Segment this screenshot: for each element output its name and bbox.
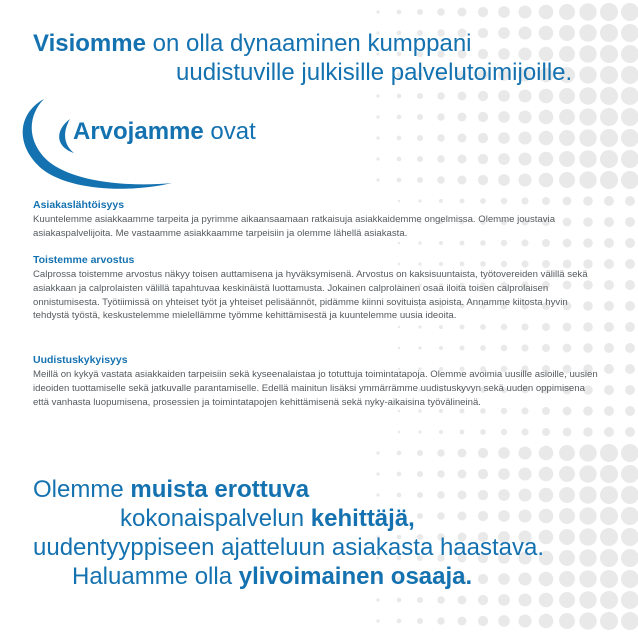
background-dot [498, 174, 510, 186]
background-dot [518, 89, 531, 102]
background-dot [437, 155, 444, 162]
background-dot [376, 136, 379, 139]
background-dot [518, 5, 531, 18]
background-dot [559, 466, 575, 482]
background-dot [600, 612, 618, 630]
background-dot [397, 619, 402, 624]
background-dot [625, 364, 635, 374]
background-dot [583, 427, 593, 437]
background-dot [625, 385, 635, 395]
background-dot [559, 4, 575, 20]
background-dot [600, 591, 618, 609]
background-dot [417, 597, 423, 603]
background-dot [478, 133, 488, 143]
background-dot [542, 428, 550, 436]
closing-line-1-light: Olemme [33, 476, 124, 503]
background-dot [579, 549, 596, 566]
background-dot [478, 490, 488, 500]
background-dot [458, 113, 467, 122]
background-dot [437, 596, 444, 603]
section-title: Uudistuskykyisyys [33, 354, 128, 366]
background-dot [518, 131, 531, 144]
background-dot [539, 488, 554, 503]
background-dot [478, 112, 488, 122]
background-dot [621, 549, 638, 567]
background-dot [604, 427, 614, 437]
background-dot [559, 508, 575, 524]
values-heading-rest: ovat [210, 118, 256, 145]
background-dot [539, 131, 554, 146]
background-dot [621, 444, 638, 462]
section-body: Calprossa toistemme arvostus näkyy toisen auttamisena ja hyväksymisenä. Arvostus on kaksisuuntaista, työtovereiden välillä sekä asiakkaan ja calprolaisten välillä tapahtuvaa keskinäistä luottamusta. Jokainen calprolainen osaa iloita toisen calprolaisen onnistumisesta. Työtiimissä on yhteiset työt ja yhteiset pelisäännöt, pidämme kiinni sovituista asioista. Annamme kiitosta hyvin tehdystä työstä, keskustelemme mielellämme työmme kehittämisestä ja kuuntelemme uusia ideoita. [33, 269, 588, 322]
background-dot [579, 570, 596, 587]
background-dot [625, 217, 635, 227]
background-dot [579, 528, 596, 545]
background-dot [579, 3, 596, 20]
background-dot [418, 346, 421, 349]
background-dot [458, 617, 467, 626]
background-dot [579, 507, 596, 524]
background-dot [417, 114, 423, 120]
background-dot [539, 173, 554, 188]
background-dot [621, 87, 638, 105]
background-dot [600, 129, 618, 147]
background-dot [579, 486, 596, 503]
closing-line-4-light: Haluamme olla [72, 563, 233, 590]
background-dot [625, 343, 635, 353]
background-dot [621, 45, 638, 63]
background-dot [600, 66, 618, 84]
background-dot [604, 343, 614, 353]
background-dot [478, 91, 488, 101]
background-dot [625, 301, 635, 311]
background-dot [559, 529, 575, 545]
vision-line-2: uudistuville julkisille palvelutoimijoille. [176, 59, 573, 86]
background-dot [480, 429, 486, 435]
background-dot [439, 346, 443, 350]
background-dot [563, 428, 572, 437]
background-dot [460, 325, 465, 330]
section-innovativeness [33, 354, 603, 409]
background-dot [498, 615, 510, 627]
background-dot [621, 3, 638, 21]
background-dot [460, 241, 465, 246]
background-dot [559, 613, 575, 629]
background-dot [498, 573, 510, 585]
background-dot [478, 448, 488, 458]
background-dot [621, 591, 638, 609]
background-dot [559, 445, 575, 461]
closing-line-2 [120, 505, 415, 533]
background-dot [600, 549, 618, 567]
background-dot [397, 115, 402, 120]
background-dot [559, 88, 575, 104]
background-dot [398, 242, 401, 245]
background-dot [439, 430, 443, 434]
background-dot [604, 280, 614, 290]
background-dot [480, 345, 486, 351]
background-dot [439, 241, 443, 245]
background-dot [579, 171, 596, 188]
background-dot [478, 574, 488, 584]
background-dot [498, 447, 510, 459]
background-dot [376, 493, 379, 496]
background-dot [418, 430, 421, 433]
background-dot [625, 259, 635, 269]
background-dot [559, 550, 575, 566]
background-dot [397, 157, 402, 162]
background-dot [542, 323, 550, 331]
background-dot [480, 240, 486, 246]
background-dot [478, 7, 488, 17]
background-dot [579, 150, 596, 167]
background-dot [579, 444, 596, 461]
section-title: Asiakaslähtöisyys [33, 199, 125, 211]
background-dot [460, 346, 465, 351]
background-dot [518, 446, 531, 459]
background-dot [579, 612, 596, 629]
background-dot [600, 3, 618, 21]
background-dot [600, 528, 618, 546]
background-dot [498, 510, 510, 522]
background-dot [518, 572, 531, 585]
background-dot [518, 467, 531, 480]
background-dot [417, 156, 423, 162]
background-dot [518, 26, 531, 39]
background-dot [518, 593, 531, 606]
background-dot [397, 598, 402, 603]
background-dot [417, 135, 423, 141]
section-mutual-respect [33, 254, 603, 323]
background-dot [498, 27, 510, 39]
background-dot [625, 280, 635, 290]
background-dot [458, 491, 467, 500]
background-dot [417, 93, 423, 99]
background-dot [498, 111, 510, 123]
background-dot [621, 66, 638, 84]
background-dot [418, 325, 421, 328]
background-dot [376, 472, 379, 475]
background-dot [376, 10, 379, 13]
background-dot [621, 129, 638, 147]
background-dot [625, 427, 635, 437]
background-dot [579, 24, 596, 41]
background-dot [418, 409, 421, 412]
background-dot [376, 451, 379, 454]
background-dot [417, 513, 423, 519]
background-dot [559, 172, 575, 188]
background-dot [417, 9, 423, 15]
background-dot [478, 616, 488, 626]
background-dot [480, 324, 486, 330]
background-dot [518, 488, 531, 501]
background-dot [621, 24, 638, 42]
background-dot [621, 150, 638, 168]
background-dot [600, 444, 618, 462]
background-dot [397, 178, 402, 183]
background-dot [458, 92, 467, 101]
background-dot [418, 241, 421, 244]
background-dot [539, 467, 554, 482]
background-dot [579, 129, 596, 146]
background-dot [437, 491, 444, 498]
background-dot [398, 410, 401, 413]
background-dot [397, 472, 402, 477]
background-dot [458, 449, 467, 458]
background-dot [498, 132, 510, 144]
background-dot [498, 6, 510, 18]
background-dot [397, 136, 402, 141]
background-dot [498, 489, 510, 501]
background-dot [604, 196, 614, 206]
background-dot [539, 614, 554, 629]
background-dot [521, 344, 528, 351]
background-dot [539, 152, 554, 167]
background-dot [539, 446, 554, 461]
background-dot [604, 238, 614, 248]
background-dot [501, 429, 507, 435]
background-dot [604, 364, 614, 374]
background-dot [563, 344, 572, 353]
background-dot [621, 108, 638, 126]
background-dot [600, 150, 618, 168]
background-dot [439, 409, 443, 413]
background-dot [621, 171, 638, 189]
background-dot [563, 323, 572, 332]
background-dot [625, 238, 635, 248]
background-dot [458, 134, 467, 143]
background-dot [437, 512, 444, 519]
background-dot [458, 8, 467, 17]
background-dot [600, 45, 618, 63]
background-dot [604, 322, 614, 332]
background-dot [559, 25, 575, 41]
background-dot [625, 406, 635, 416]
section-title: Toistemme arvostus [33, 254, 135, 266]
background-dot [559, 487, 575, 503]
background-dot [604, 385, 614, 395]
background-dot [518, 173, 531, 186]
background-dot [437, 617, 444, 624]
background-dot [437, 92, 444, 99]
background-dot [600, 507, 618, 525]
background-dot [458, 596, 467, 605]
background-dot [579, 465, 596, 482]
background-dot [539, 26, 554, 41]
background-dot [437, 8, 444, 15]
background-dot [621, 612, 638, 630]
background-dot [376, 178, 379, 181]
background-dot [478, 28, 488, 38]
background-dot [478, 511, 488, 521]
background-dot [397, 493, 402, 498]
background-dot [397, 10, 402, 15]
background-dot [498, 90, 510, 102]
background-dot [559, 109, 575, 125]
background-dot [458, 155, 467, 164]
background-dot [458, 176, 467, 185]
background-dot [417, 618, 423, 624]
background-dot [397, 451, 402, 456]
background-dot [478, 154, 488, 164]
background-dot [376, 115, 379, 118]
background-dot [398, 431, 401, 434]
background-dot [437, 449, 444, 456]
background-dot [621, 570, 638, 588]
background-dot [478, 49, 488, 59]
background-dot [604, 301, 614, 311]
background-dot [417, 471, 423, 477]
closing-line-2-light: kokonaispalvelun [120, 505, 305, 532]
background-dot [604, 259, 614, 269]
background-dot [539, 110, 554, 125]
background-dot [417, 450, 423, 456]
section-customer-orientation [33, 199, 603, 241]
background-dot [600, 108, 618, 126]
background-dot [501, 345, 507, 351]
background-dot [478, 469, 488, 479]
background-dot [498, 594, 510, 606]
background-dot [398, 347, 401, 350]
background-dot [498, 468, 510, 480]
background-dot [600, 87, 618, 105]
background-dot [458, 512, 467, 521]
background-dot [604, 406, 614, 416]
background-dot [579, 87, 596, 104]
vision-line-1 [33, 30, 472, 58]
background-dot [600, 171, 618, 189]
background-dot [559, 130, 575, 146]
background-dot [397, 94, 402, 99]
background-dot [583, 322, 593, 332]
background-dot [600, 465, 618, 483]
background-dot [518, 152, 531, 165]
background-dot [501, 240, 507, 246]
background-dot [600, 486, 618, 504]
background-dot [518, 509, 531, 522]
background-dot [417, 177, 423, 183]
closing-line-1-bold: muista erottuva [130, 476, 310, 503]
values-heading [73, 118, 256, 146]
background-dot [539, 593, 554, 608]
background-dot [458, 470, 467, 479]
background-dot [437, 470, 444, 477]
background-dot [398, 326, 401, 329]
background-dot [376, 598, 379, 601]
background-dot [625, 196, 635, 206]
background-dot [539, 509, 554, 524]
background-dot [521, 428, 528, 435]
background-dot [439, 325, 443, 329]
values-heading-bold: Arvojamme [73, 118, 204, 145]
vision-rest: on olla dynaaminen kumppani [152, 30, 472, 57]
background-dot [621, 486, 638, 504]
closing-line-1 [33, 476, 309, 504]
background-dot [417, 492, 423, 498]
background-dot [437, 113, 444, 120]
background-dot [621, 507, 638, 525]
background-dot [518, 110, 531, 123]
background-dot [600, 570, 618, 588]
background-dot [376, 157, 379, 160]
background-dot [478, 175, 488, 185]
background-dot [518, 614, 531, 627]
background-dot [437, 176, 444, 183]
background-dot [559, 151, 575, 167]
background-dot [542, 344, 550, 352]
background-dot [559, 571, 575, 587]
background-dot [621, 528, 638, 546]
background-dot [460, 430, 465, 435]
vision-bold: Visiomme [33, 30, 146, 57]
background-dot [600, 24, 618, 42]
background-dot [579, 108, 596, 125]
background-dot [376, 94, 379, 97]
background-dot [604, 217, 614, 227]
closing-line-4-bold: ylivoimainen osaaja. [238, 563, 473, 590]
background-dot [559, 592, 575, 608]
background-dot [478, 595, 488, 605]
background-dot [437, 134, 444, 141]
background-dot [539, 89, 554, 104]
background-dot [625, 322, 635, 332]
background-dot [501, 324, 507, 330]
background-dot [579, 591, 596, 608]
background-dot [539, 5, 554, 20]
closing-line-4 [72, 563, 472, 591]
background-dot [376, 619, 379, 622]
background-dot [621, 465, 638, 483]
background-dot [579, 45, 596, 62]
background-dot [498, 153, 510, 165]
closing-line-2-bold: kehittäjä, [310, 505, 415, 532]
background-dot [521, 323, 528, 330]
background-dot [579, 66, 596, 83]
section-body: Meillä on kykyä vastata asiakkaiden tarpeisiin sekä kyseenalaistaa jo totuttuja toimintatapoja. Olemme avoimia uusille asioille, uusien ideoiden tuottamiselle sekä jatkuvalle parantamiselle. Edellä mainitun lisäksi ymmärrämme uudistuskyvyn sekä uuden oppimisena että vanhasta luopumisena, prosessien ja toimintatapojen kehittämisenä sekä nyky-aikaisina työvälineinä. [33, 369, 598, 408]
background-dot [539, 572, 554, 587]
closing-line-3: uudentyyppiseen ajatteluun asiakasta haastava. [33, 534, 545, 561]
background-dot [583, 343, 593, 353]
section-body: Kuuntelemme asiakkaamme tarpeita ja pyrimme aikaansaamaan ratkaisuja asiakkaidemme ongelmissa. Olemme joustavia asiakaspalvelijoita. Me vastaamme asiakkaamme tarpeisiin ja olemme lähellä asiakasta. [33, 214, 556, 239]
